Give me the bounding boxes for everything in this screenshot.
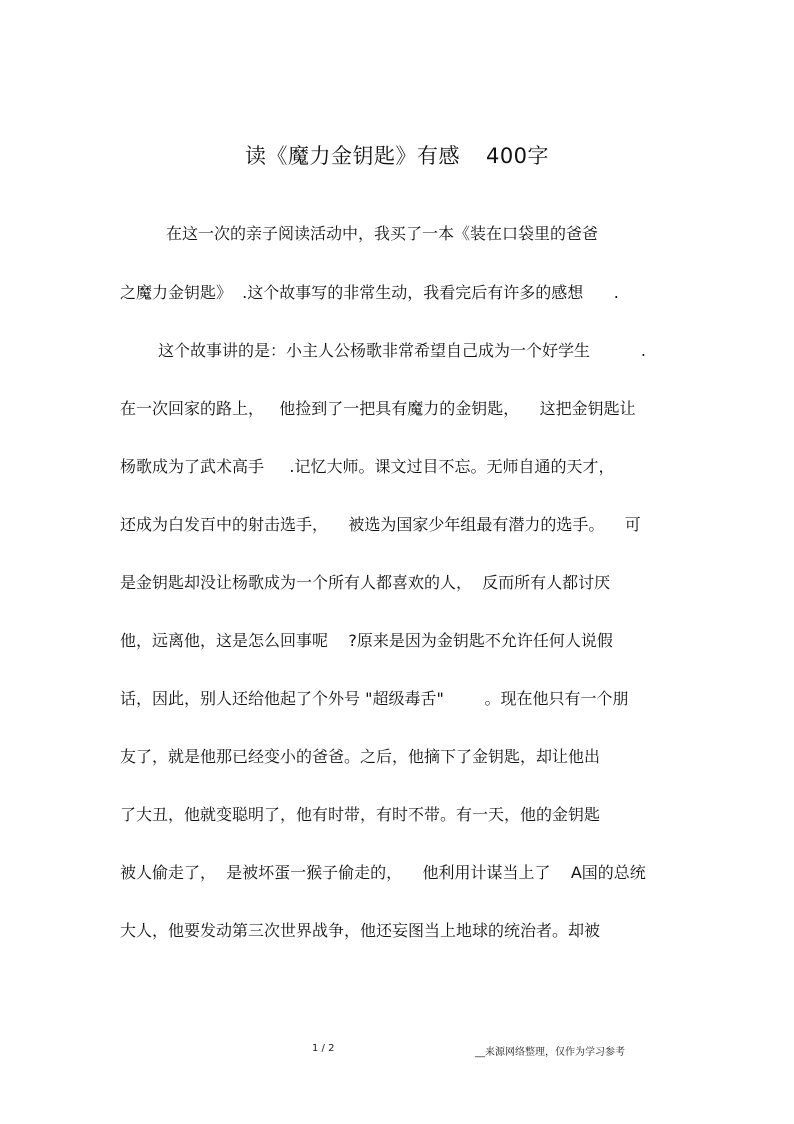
body-line: 这个故事讲的是：小主人公杨歌非常希望自己成为一个好学生 .	[158, 341, 646, 360]
body-line: 是金钥匙却没让杨歌成为一个所有人都喜欢的人， 反而所有人都讨厌	[120, 573, 611, 592]
body-line: 他，远离他，这是怎么回事呢 ?原来是因为金钥匙不允许任何人说假	[120, 631, 613, 650]
body-line: 杨歌成为了武术高手 .记忆大师。课文过目不忘。无师自通的天才，	[120, 457, 615, 476]
body-line: 在这一次的亲子阅读活动中，我买了一本《装在口袋里的爸爸	[166, 224, 599, 243]
body-line: 大人，他要发动第三次世界战争，他还妄图当上地球的统治者。却被	[120, 921, 601, 940]
page-number: 1 / 2	[312, 1043, 335, 1054]
body-line: 了大丑，他就变聪明了，他有时带，有时不带。有一天，他的金钥匙	[120, 805, 601, 824]
body-line: 话，因此，别人还给他起了个外号 "超级毒舌" 。现在他只有一个朋	[120, 689, 629, 708]
source-note: __来源网络整理，仅作为学习参考	[475, 1047, 625, 1058]
title-text: 读《魔力金钥匙》有感	[244, 144, 460, 168]
document-title	[0, 140, 794, 170]
body-line: 在一次回家的路上， 他捡到了一把具有魔力的金钥匙， 这把金钥匙让	[120, 399, 636, 418]
body-line: 被人偷走了， 是被坏蛋一猴子偷走的， 他利用计谋当上了 A国的总统	[120, 863, 646, 882]
body-line: 还成为白发百中的射击选手， 被选为国家少年组最有潜力的选手。 可	[120, 515, 641, 534]
body-line: 友了，就是他那已经变小的爸爸。之后，他摘下了金钥匙，却让他出	[120, 747, 601, 766]
body-line: 之魔力金钥匙》 .这个故事写的非常生动，我看完后有许多的感想 .	[120, 283, 619, 302]
title-word-count: 400字	[485, 144, 550, 168]
